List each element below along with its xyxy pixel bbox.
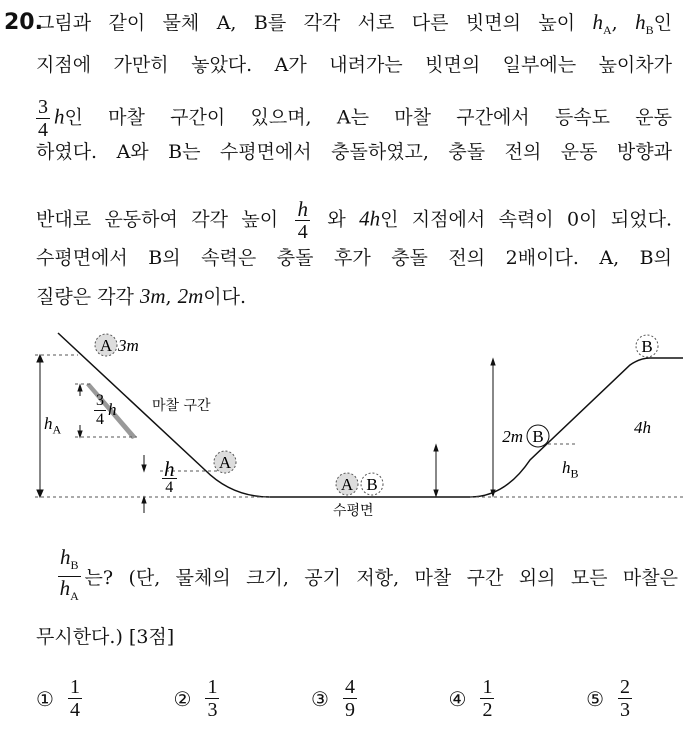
label-h-b: $h_B$ (562, 458, 579, 481)
text: 인 (653, 12, 672, 34)
mass-b-label: 2m (502, 427, 523, 446)
mass-a-label: 3m (118, 336, 139, 355)
label-4h: 4h (634, 418, 651, 437)
question-line-1 (58, 546, 678, 607)
choice-3[interactable]: ③ $\frac{4}{9}$ (311, 676, 355, 721)
answer-choices (36, 676, 636, 721)
text: 인 지점에서 속력이 0이 되었다. (380, 208, 672, 231)
choice-2[interactable]: ② $\frac{1}{3}$ (173, 676, 218, 721)
text: 이다. (203, 286, 247, 308)
label-quarter-h: h 4 (164, 457, 175, 496)
question-text: 는? (단, 물체의 크기, 공기 저항, 마찰 구간 외의 모든 마찰은 (84, 567, 678, 590)
question-line-2: 무시한다.) [3점] (36, 626, 175, 648)
problem-line-6: 수평면에서 B의 속력은 충돌 후가 충돌 전의 2배이다. A, B의 (36, 247, 672, 269)
problem-line-2: 지점에 가만히 놓았다. A가 내려가는 빗면의 일부에는 높이차가 (36, 54, 672, 76)
var-h: h (54, 104, 65, 129)
text: , (611, 12, 636, 34)
svg-text:B: B (641, 337, 653, 356)
problem-line-4: 하였다. A와 B는 수평면에서 충돌하였고, 충돌 전의 운동 방향과 (36, 141, 672, 163)
choice-4[interactable]: ④ $\frac{1}{2}$ (448, 676, 493, 721)
svg-text:A: A (340, 475, 354, 494)
text: , (165, 286, 178, 308)
svg-text:B: B (532, 427, 544, 446)
text: 인 마찰 구간이 있으며, A는 마찰 구간에서 등속도 운동 (64, 106, 672, 129)
label-three-quarter-var: h (108, 400, 117, 419)
var-4h: 4h (359, 206, 381, 231)
svg-text:A: A (218, 453, 232, 472)
fraction-quarter-h: $\frac{h}{4}$ (297, 197, 308, 243)
var-h: $h_B$ (635, 10, 654, 38)
svg-text:B: B (366, 475, 378, 494)
problem-number: 20. (4, 10, 43, 35)
label-friction-zone: 마찰 구간 (152, 398, 211, 414)
var-h: $h_A$ (592, 10, 612, 38)
var-2m: 2m (177, 284, 204, 308)
label-three-quarter-h: $\frac{3}{4}$ (96, 392, 104, 428)
text: 질량은 각각 (36, 286, 140, 308)
label-h-a: $h_A$ (44, 414, 62, 437)
fraction-three-quarters: $\frac{3}{4}$ (38, 96, 48, 141)
text: 그림과 같이 물체 A, B를 각각 서로 다른 빗면의 높이 (36, 12, 593, 34)
choice-1[interactable]: ① $\frac{1}{4}$ (36, 676, 80, 721)
var-3m: 3m (139, 284, 166, 308)
label-floor: 수평면 (333, 503, 374, 519)
svg-text:A: A (99, 336, 113, 355)
choice-5[interactable]: ⑤ $\frac{2}{3}$ (586, 676, 630, 721)
fraction-hb-over-ha: $\frac{h_B}{h_A}$ (59, 545, 79, 604)
text: 와 (313, 208, 360, 231)
text: 반대로 운동하여 각각 높이 (36, 208, 292, 231)
